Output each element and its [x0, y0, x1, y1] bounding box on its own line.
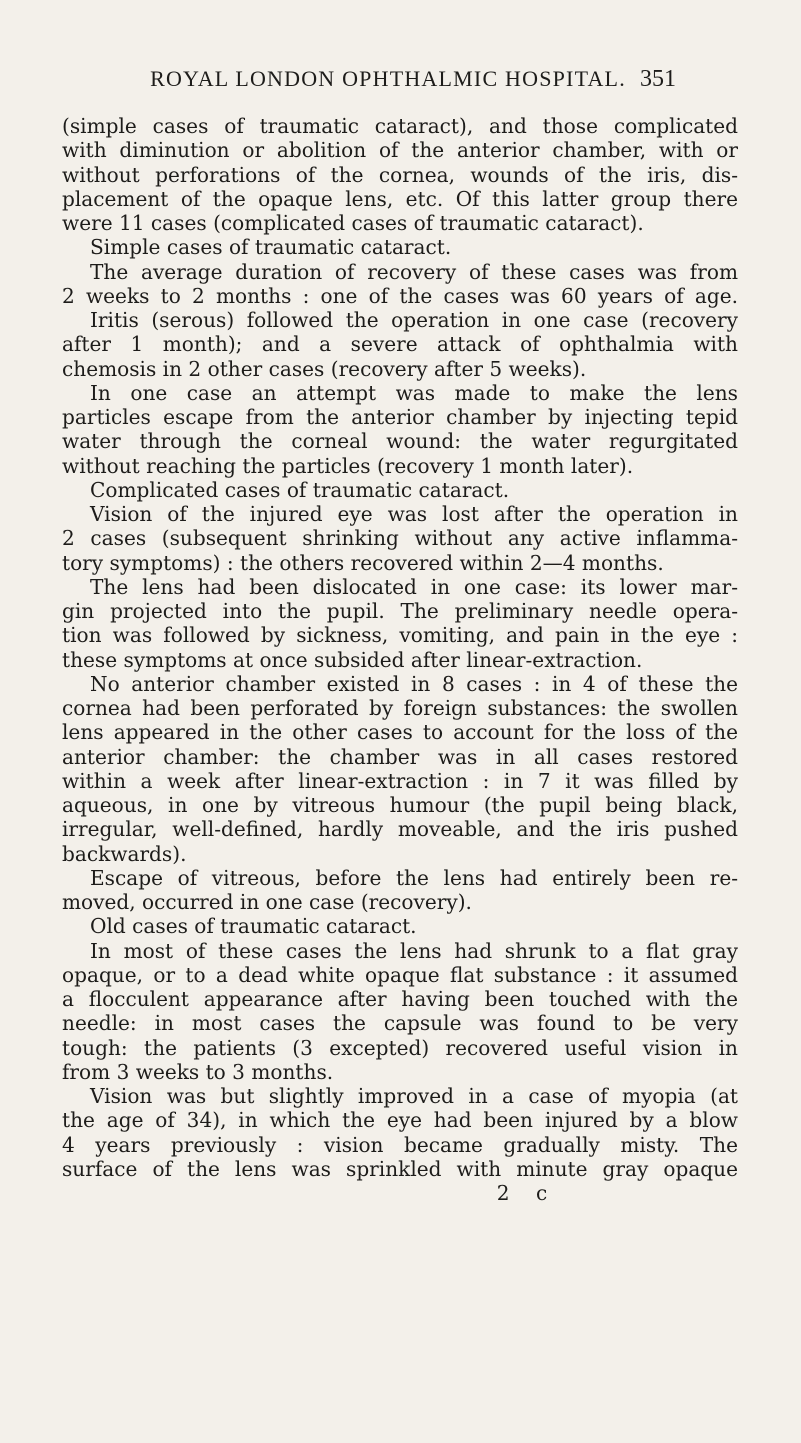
text-line: without perforations of the cornea, wounds of the iris, dis-: [62, 162, 738, 187]
text-line: No anterior chamber existed in 8 cases : in 4 of these the: [90, 671, 738, 696]
text-line: tough: the patients (3 excepted) recovered useful vision in: [62, 1035, 738, 1060]
text-line: Iritis (serous) followed the operation in one case (recovery: [90, 308, 738, 332]
text-line: The average duration of recovery of these cases was from: [90, 259, 738, 284]
text-line: In most of these cases the lens had shrunk to a flat gray: [90, 938, 738, 963]
text-line: moved, occurred in one case (recovery).: [62, 890, 472, 914]
text-line: surface of the lens was sprinkled with minute gray opaque: [62, 1156, 738, 1181]
text-line: Vision was but slightly improved in a case of myopia (at: [90, 1084, 738, 1108]
text-line: within a week after linear-extraction : in 7 it was filled by: [62, 768, 738, 793]
text-line: (simple cases of traumatic cataract), and those complicated: [62, 114, 738, 138]
text-line: backwards).: [62, 841, 187, 866]
text-line: these symptoms at once subsided after linear-extraction.: [62, 647, 643, 672]
text-line: cornea had been perforated by foreign substances: the swollen: [62, 696, 738, 720]
text-line: aqueous, in one by vitreous humour (the pupil being black,: [62, 793, 738, 817]
text-line: In one case an attempt was made to make the lens: [90, 380, 738, 405]
text-line: placement of the opaque lens, etc. Of this latter group there: [62, 186, 738, 211]
text-line: the age of 34), in which the eye had been injured by a blow: [62, 1108, 738, 1133]
page-number: 351: [640, 66, 676, 92]
text-line: The lens had been dislocated in one case: its lower mar-: [90, 574, 738, 599]
text-line: opaque, or to a dead white opaque flat substance : it assumed: [62, 962, 738, 987]
text-line: after 1 month); and a severe attack of ophthalmia with: [62, 332, 738, 357]
text-line: without reaching the particles (recovery 1 month later).: [62, 453, 634, 478]
section-heading: Simple cases of traumatic cataract.: [90, 235, 452, 260]
text-line: tory symptoms) : the others recovered within 2—4 months.: [62, 550, 664, 575]
text-line: 4 years previously : vision became gradually misty. The: [62, 1132, 738, 1157]
text-line: lens appeared in the other cases to account for the loss of the: [62, 720, 738, 745]
page-header: [128, 60, 676, 100]
text-line: Escape of vitreous, before the lens had entirely been re-: [90, 865, 738, 890]
text-line: irregular, well-defined, hardly moveable, and the iris pushed: [62, 817, 738, 842]
section-heading: Old cases of traumatic cataract.: [90, 914, 417, 939]
text-line: gin projected into the pupil. The preliminary needle opera-: [62, 599, 738, 623]
text-line: from 3 weeks to 3 months.: [62, 1059, 334, 1084]
text-line: water through the corneal wound: the water regurgitated: [62, 429, 738, 454]
signature-mark: 2 c: [496, 1181, 558, 1205]
text-line: needle: in most cases the capsule was found to be very: [62, 1011, 738, 1036]
text-line: a flocculent appearance after having been touched with the: [62, 987, 738, 1011]
text-line: 2 weeks to 2 months : one of the cases was 60 years of age.: [62, 283, 738, 308]
text-line: anterior chamber: the chamber was in all cases restored: [62, 744, 738, 769]
text-line: chemosis in 2 other cases (recovery after 5 weeks).: [62, 356, 587, 381]
text-line: 2 cases (subsequent shrinking without any active inflamma-: [62, 526, 738, 551]
text-line: with diminution or abolition of the anterior chamber, with or: [62, 138, 738, 163]
text-line: were 11 cases (complicated cases of traumatic cataract).: [62, 211, 644, 235]
section-heading: Complicated cases of traumatic cataract.: [90, 477, 510, 502]
text-line: tion was followed by sickness, vomiting, and pain in the eye :: [62, 623, 738, 648]
text-line: particles escape from the anterior chamber by injecting tepid: [62, 405, 738, 429]
running-head: ROYAL LONDON OPHTHALMIC HOSPITAL.: [150, 66, 626, 91]
text-line: Vision of the injured eye was lost after the operation in: [90, 502, 738, 526]
body-text: [62, 114, 738, 1205]
